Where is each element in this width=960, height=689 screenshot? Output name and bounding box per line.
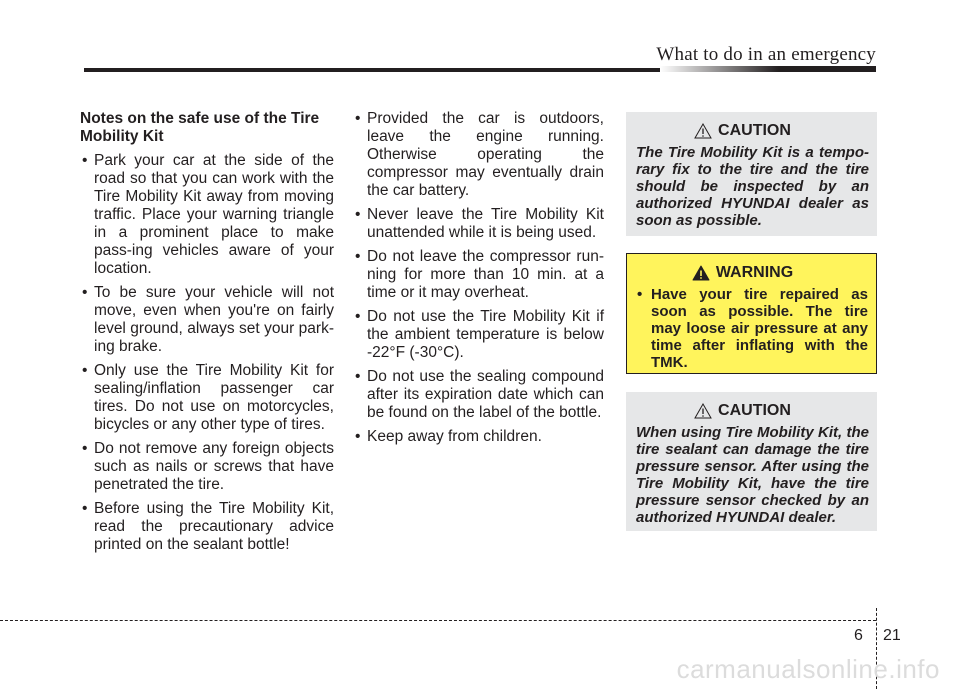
list-item: • Before using the Tire Mobility Kit, read the precautionary advice printed on the sealant bottle! <box>80 500 334 554</box>
caution-label: CAUTION <box>718 122 791 139</box>
list-item: • Do not remove any foreign objects such as nails or screws that have penetrated the tire. <box>80 440 334 494</box>
warning-triangle-icon <box>692 265 710 281</box>
caution-header <box>616 122 869 140</box>
list-item: • Do not use the sealing compound after its expiration date which can be found on the label of the bottle. <box>353 368 604 422</box>
list-item: • To be sure your vehicle will not move, even when you're on fairly level ground, always set your park-ing brake. <box>80 284 334 356</box>
caution-box-1 <box>626 112 877 236</box>
warning-header <box>617 264 868 282</box>
left-column <box>80 110 334 560</box>
left-bullet-list <box>80 152 334 554</box>
caution-text: When using Tire Mobility Kit, the tire sealant can damage the tire pressure sensor. After using the Tire Mobility Kit, have the tire pressure sensor checked by an authorized HYUNDAI dealer. <box>636 424 869 526</box>
notes-title: Notes on the safe use of the Tire Mobility Kit <box>80 110 320 145</box>
caution-header <box>616 402 869 420</box>
chapter-number: 6 <box>854 627 863 644</box>
list-item: • Do not leave the compressor run-ning for more than 10 min. at a time or it may overheat. <box>353 248 604 302</box>
caution-label: CAUTION <box>718 402 791 419</box>
footer-rule <box>0 620 876 621</box>
header-rule-shade <box>660 66 876 72</box>
middle-column <box>353 110 604 452</box>
warning-text: • Have your tire repaired as soon as possible. The tire may loose air pressure at any time after inflating with the TMK. <box>637 286 868 371</box>
list-item: • Park your car at the side of the road so that you can work with the Tire Mobility Kit away from moving traffic. Place your warning triangle in a prominent place to make pass-ing vehicles aware of your location. <box>80 152 334 278</box>
list-item: • Only use the Tire Mobility Kit for sealing/inflation passenger car tires. Do not use on motorcycles, bicycles or any other type of tires. <box>80 362 334 434</box>
list-item: • Keep away from children. <box>353 428 604 446</box>
list-item: • Never leave the Tire Mobility Kit unattended while it is being used. <box>353 206 604 242</box>
watermark: carmanualsonline.info <box>676 654 940 684</box>
middle-bullet-list <box>353 110 604 446</box>
section-title: What to do in an emergency <box>656 44 876 65</box>
caution-text: The Tire Mobility Kit is a tempo-rary fix to the tire and the tire should be inspected by an authorized HYUNDAI dealer as soon as possible. <box>636 144 869 229</box>
caution-triangle-icon <box>694 123 712 139</box>
warning-label: WARNING <box>715 264 794 281</box>
warning-box <box>626 253 877 374</box>
caution-box-2 <box>626 392 877 531</box>
page-number: 21 <box>883 627 901 644</box>
caution-triangle-icon <box>694 403 712 419</box>
list-item: • Provided the car is outdoors, leave the engine running. Otherwise operating the compressor may eventually drain the car battery. <box>353 110 604 200</box>
list-item: • Do not use the Tire Mobility Kit if the ambient temperature is below -22°F (-30°C). <box>353 308 604 362</box>
